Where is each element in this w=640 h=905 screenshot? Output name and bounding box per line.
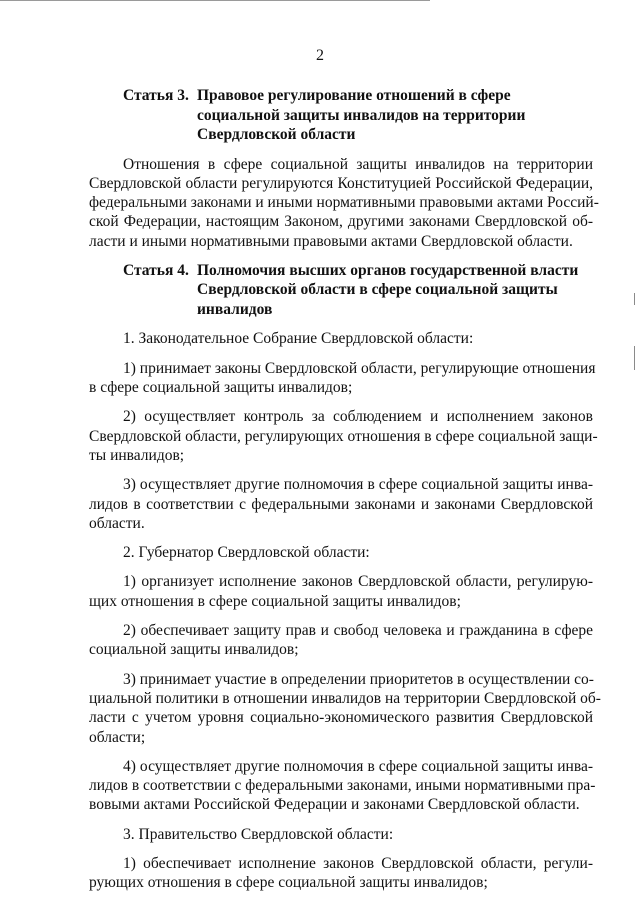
item-paragraph — [89, 359, 596, 398]
article-4-title — [197, 261, 593, 320]
text-line: 1) принимает законы Свердловской области, регулирующие отношения — [123, 359, 596, 377]
article-4-title-line: инвалидов — [197, 300, 273, 318]
item-paragraph — [89, 621, 593, 660]
section-3-heading — [89, 825, 593, 844]
text-line: ской Федерации, настоящим Законом, другими законами Свердловской об- — [89, 213, 593, 231]
text-line: ты инвалидов; — [89, 446, 185, 464]
text-line: ласти с учетом уровня социально-экономического развития Свердловской — [89, 709, 593, 727]
article-4-title-line: Полномочия высших органов государственной власти — [197, 261, 579, 279]
text-line: Свердловской области, регулирующих отношения в сфере социальной защи- — [89, 427, 598, 445]
scan-margin-mark — [634, 346, 635, 370]
text-line: лидов в соответствии с федеральными законами, иными нормативными пра- — [89, 777, 596, 795]
text-line: 2) обеспечивает защиту прав и свобод человека и гражданина в сфере — [123, 622, 593, 640]
article-4-title-line: Свердловской области в сфере социальной защиты — [197, 281, 558, 299]
item-paragraph — [89, 670, 601, 747]
text-line: 3) осуществляет другие полномочия в сфере социальной защиты инва- — [123, 476, 593, 494]
article-3-title-line: Свердловской области — [197, 126, 356, 143]
text-line: области; — [89, 728, 146, 746]
article-4-heading — [89, 261, 593, 320]
section-1-heading — [89, 329, 593, 348]
section-2-heading — [89, 543, 593, 562]
article-3-title-line: социальной защиты инвалидов на территории — [197, 106, 526, 124]
text-line: федеральными законами и иными нормативными правовыми актами Россий- — [89, 194, 599, 212]
text-line: 3. Правительство Свердловской области: — [123, 825, 394, 843]
text-line: 4) осуществляет другие полномочия в сфере социальной защиты инва- — [123, 757, 593, 775]
article-3-label: Статья 3. — [123, 87, 189, 104]
item-paragraph — [89, 854, 593, 893]
text-line: Свердловской области регулируются Конституцией Российской Федерации, — [89, 174, 593, 192]
item-paragraph — [89, 757, 596, 815]
text-line: 2. Губернатор Свердловской области: — [123, 544, 370, 562]
scan-margin-mark — [634, 293, 635, 305]
text-line: вовыми актами Российской Федерации и законами Свердловской области. — [89, 796, 580, 814]
article-3-title — [197, 86, 593, 145]
text-line: 1) организует исполнение законов Свердловской области, регулирую- — [123, 573, 593, 591]
text-line: в сфере социальной защиты инвалидов; — [89, 379, 353, 397]
text-line: 2) осуществляет контроль за соблюдением и исполнением законов — [123, 408, 593, 426]
text-line: циальной политики в отношении инвалидов на территории Свердловской об- — [89, 689, 601, 707]
item-paragraph — [89, 572, 593, 611]
text-line: ласти и иными нормативными правовыми актами Свердловской области. — [89, 232, 573, 250]
text-line: 3) принимает участие в определении приоритетов в осуществлении со- — [123, 670, 594, 688]
text-line: Отношения в сфере социальной защиты инвалидов на территории — [123, 155, 593, 173]
text-line: рующих отношения в сфере социальной защиты инвалидов; — [89, 874, 488, 892]
text-line: 1. Законодательное Собрание Свердловской области: — [123, 330, 474, 348]
text-line: щих отношения в сфере социальной защиты инвалидов; — [89, 592, 461, 610]
article-4-label: Статья 4. — [123, 261, 189, 279]
page-number: 2 — [316, 47, 324, 64]
document-body — [89, 86, 601, 903]
scan-top-rule — [0, 0, 430, 1]
article-3-heading — [89, 86, 593, 145]
article-3-title-line: Правовое регулирование отношений в сфере — [197, 87, 511, 104]
text-line: лидов в соответствии с федеральными законами и законами Свердловской — [89, 495, 593, 513]
text-line: 1) обеспечивает исполнение законов Свердловской области, регули- — [123, 855, 593, 873]
text-line: социальной защиты инвалидов; — [89, 641, 299, 659]
item-paragraph — [89, 475, 593, 533]
article-3-body — [89, 155, 599, 251]
text-line: области. — [89, 514, 145, 532]
item-paragraph — [89, 407, 598, 465]
